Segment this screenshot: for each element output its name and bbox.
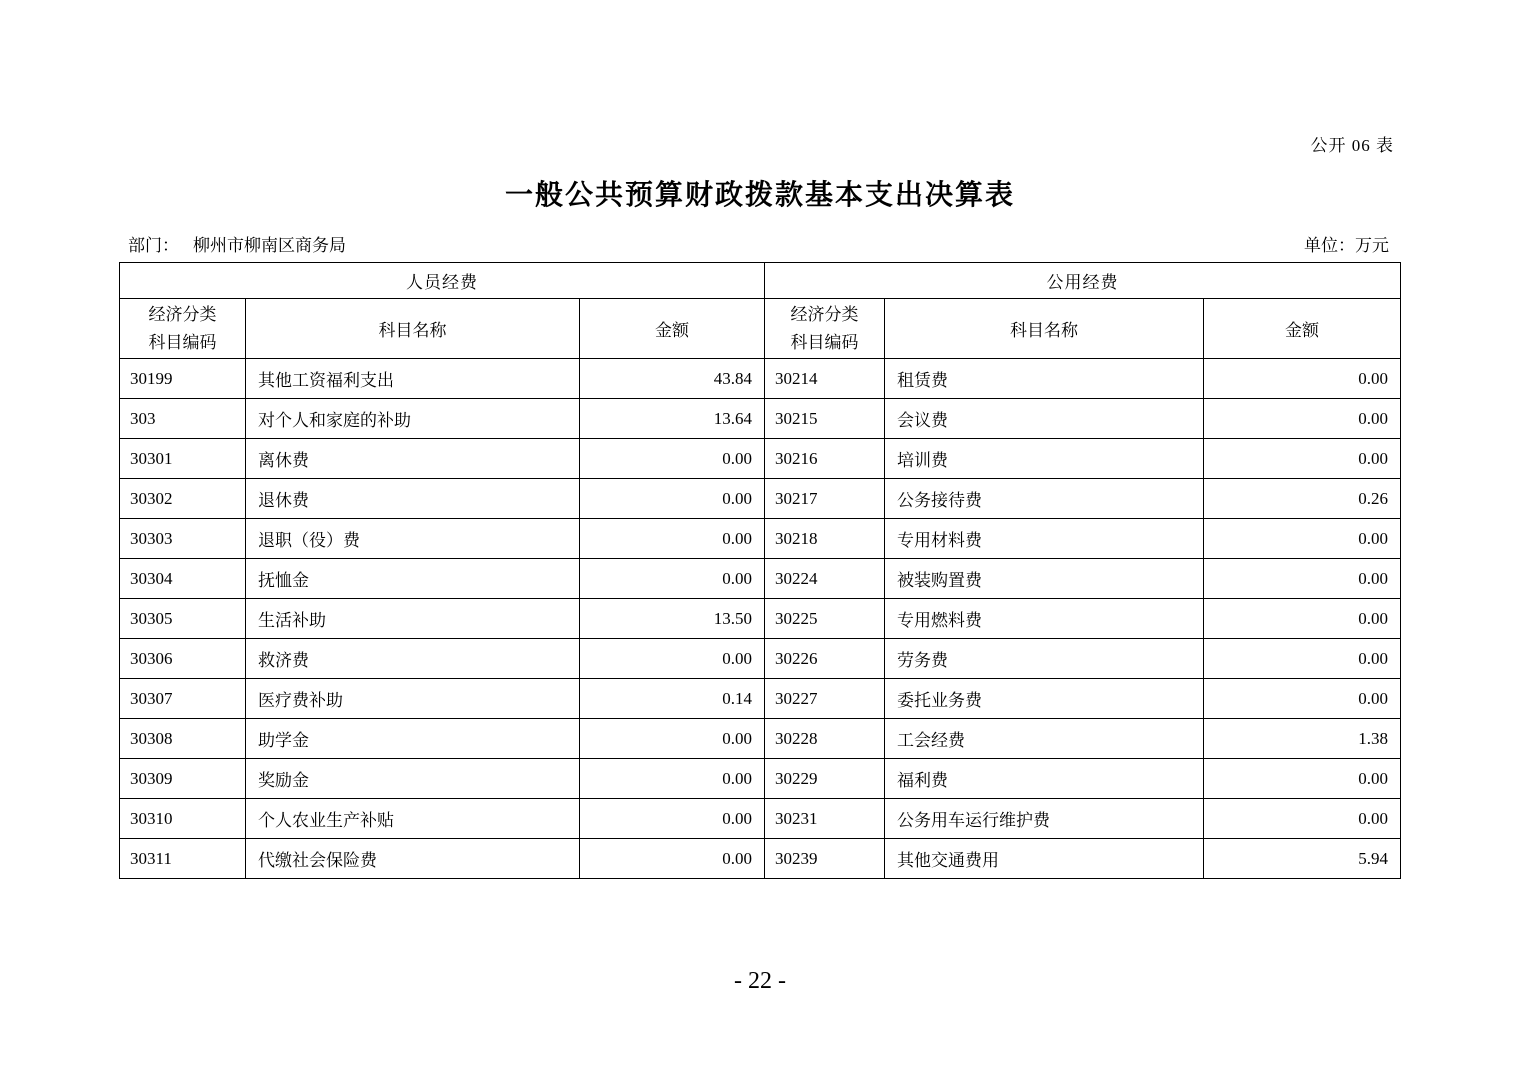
cell-right-name: 培训费 xyxy=(885,439,1204,479)
table-row xyxy=(120,639,1401,679)
cell-right-name: 福利费 xyxy=(885,759,1204,799)
table-row xyxy=(120,399,1401,439)
cell-right-code: 30224 xyxy=(765,559,885,599)
table-row xyxy=(120,759,1401,799)
cell-right-amount: 0.00 xyxy=(1204,519,1401,559)
cell-left-code: 30311 xyxy=(120,839,246,879)
cell-right-code: 30225 xyxy=(765,599,885,639)
cell-right-code: 30215 xyxy=(765,399,885,439)
page-number: - 22 - xyxy=(734,968,786,994)
table-row xyxy=(120,439,1401,479)
cell-left-amount: 13.50 xyxy=(580,599,765,639)
cell-left-code: 30305 xyxy=(120,599,246,639)
cell-left-code: 30199 xyxy=(120,359,246,399)
cell-left-name: 奖励金 xyxy=(246,759,580,799)
cell-right-amount: 1.38 xyxy=(1204,719,1401,759)
group-header-personnel: 人员经费 xyxy=(120,263,765,299)
cell-left-amount: 0.14 xyxy=(580,679,765,719)
cell-right-code: 30229 xyxy=(765,759,885,799)
cell-right-code: 30214 xyxy=(765,359,885,399)
cell-right-code: 30228 xyxy=(765,719,885,759)
cell-left-name: 医疗费补助 xyxy=(246,679,580,719)
cell-left-code: 30309 xyxy=(120,759,246,799)
cell-left-amount: 0.00 xyxy=(580,799,765,839)
cell-right-code: 30239 xyxy=(765,839,885,879)
doc-label: 公开 06 表 xyxy=(1310,136,1394,155)
table-row xyxy=(120,719,1401,759)
cell-right-name: 劳务费 xyxy=(885,639,1204,679)
group-header-public: 公用经费 xyxy=(765,263,1401,299)
code-header-line2: 科目编码 xyxy=(148,332,217,352)
cell-right-code: 30217 xyxy=(765,479,885,519)
code-header-line1: 经济分类 xyxy=(148,304,217,324)
cell-right-name: 专用燃料费 xyxy=(885,599,1204,639)
table-row xyxy=(120,359,1401,399)
department-label: 部门： xyxy=(128,236,179,255)
cell-right-name: 被装购置费 xyxy=(885,559,1204,599)
cell-left-code: 30307 xyxy=(120,679,246,719)
cell-left-amount: 0.00 xyxy=(580,439,765,479)
column-header-row xyxy=(120,299,1401,359)
cell-left-code: 30302 xyxy=(120,479,246,519)
table-row xyxy=(120,519,1401,559)
cell-left-amount: 0.00 xyxy=(580,559,765,599)
cell-right-amount: 0.00 xyxy=(1204,559,1401,599)
column-header-name-right: 科目名称 xyxy=(885,299,1204,359)
table-row xyxy=(120,839,1401,879)
cell-right-amount: 0.00 xyxy=(1204,439,1401,479)
department-value: 柳州市柳南区商务局 xyxy=(193,236,346,255)
cell-right-amount: 0.00 xyxy=(1204,799,1401,839)
table-row xyxy=(120,679,1401,719)
table-row xyxy=(120,479,1401,519)
cell-right-code: 30216 xyxy=(765,439,885,479)
group-header-row xyxy=(120,263,1401,299)
column-header-code-right xyxy=(765,299,885,359)
cell-left-name: 生活补助 xyxy=(246,599,580,639)
cell-right-name: 公务用车运行维护费 xyxy=(885,799,1204,839)
cell-left-code: 303 xyxy=(120,399,246,439)
cell-right-name: 会议费 xyxy=(885,399,1204,439)
cell-left-name: 救济费 xyxy=(246,639,580,679)
cell-right-amount: 0.00 xyxy=(1204,359,1401,399)
cell-left-amount: 0.00 xyxy=(580,839,765,879)
cell-right-name: 租赁费 xyxy=(885,359,1204,399)
cell-left-amount: 0.00 xyxy=(580,519,765,559)
cell-right-code: 30231 xyxy=(765,799,885,839)
column-header-amount-left: 金额 xyxy=(580,299,765,359)
cell-left-name: 代缴社会保险费 xyxy=(246,839,580,879)
cell-left-amount: 0.00 xyxy=(580,639,765,679)
cell-left-amount: 0.00 xyxy=(580,759,765,799)
cell-left-code: 30306 xyxy=(120,639,246,679)
cell-right-amount: 5.94 xyxy=(1204,839,1401,879)
unit-label: 单位：万元 xyxy=(1304,236,1389,255)
cell-left-amount: 43.84 xyxy=(580,359,765,399)
cell-left-amount: 0.00 xyxy=(580,479,765,519)
table-row xyxy=(120,559,1401,599)
cell-left-name: 助学金 xyxy=(246,719,580,759)
cell-left-name: 个人农业生产补贴 xyxy=(246,799,580,839)
cell-left-name: 离休费 xyxy=(246,439,580,479)
cell-left-amount: 13.64 xyxy=(580,399,765,439)
table-row xyxy=(120,799,1401,839)
cell-right-amount: 0.00 xyxy=(1204,399,1401,439)
table-row xyxy=(120,599,1401,639)
cell-left-name: 其他工资福利支出 xyxy=(246,359,580,399)
cell-left-code: 30304 xyxy=(120,559,246,599)
code-header-line1: 经济分类 xyxy=(790,304,859,324)
column-header-name-left: 科目名称 xyxy=(246,299,580,359)
cell-right-name: 公务接待费 xyxy=(885,479,1204,519)
cell-left-name: 对个人和家庭的补助 xyxy=(246,399,580,439)
column-header-amount-right: 金额 xyxy=(1204,299,1401,359)
cell-right-amount: 0.00 xyxy=(1204,759,1401,799)
code-header-line2: 科目编码 xyxy=(790,332,859,352)
table-body xyxy=(120,359,1401,879)
cell-right-name: 工会经费 xyxy=(885,719,1204,759)
cell-right-amount: 0.26 xyxy=(1204,479,1401,519)
cell-left-code: 30310 xyxy=(120,799,246,839)
cell-right-code: 30218 xyxy=(765,519,885,559)
cell-right-name: 委托业务费 xyxy=(885,679,1204,719)
meta-row xyxy=(128,231,1389,256)
cell-right-amount: 0.00 xyxy=(1204,679,1401,719)
cell-left-code: 30301 xyxy=(120,439,246,479)
cell-left-amount: 0.00 xyxy=(580,719,765,759)
cell-right-code: 30226 xyxy=(765,639,885,679)
cell-right-name: 其他交通费用 xyxy=(885,839,1204,879)
cell-right-name: 专用材料费 xyxy=(885,519,1204,559)
column-header-code-left xyxy=(120,299,246,359)
cell-right-amount: 0.00 xyxy=(1204,639,1401,679)
cell-left-name: 退职（役）费 xyxy=(246,519,580,559)
page-title: 一般公共预算财政拨款基本支出决算表 xyxy=(504,179,1015,210)
cell-left-code: 30308 xyxy=(120,719,246,759)
cell-left-code: 30303 xyxy=(120,519,246,559)
department-line xyxy=(128,231,346,256)
cell-right-amount: 0.00 xyxy=(1204,599,1401,639)
cell-left-name: 抚恤金 xyxy=(246,559,580,599)
budget-table xyxy=(119,262,1401,879)
cell-left-name: 退休费 xyxy=(246,479,580,519)
cell-right-code: 30227 xyxy=(765,679,885,719)
